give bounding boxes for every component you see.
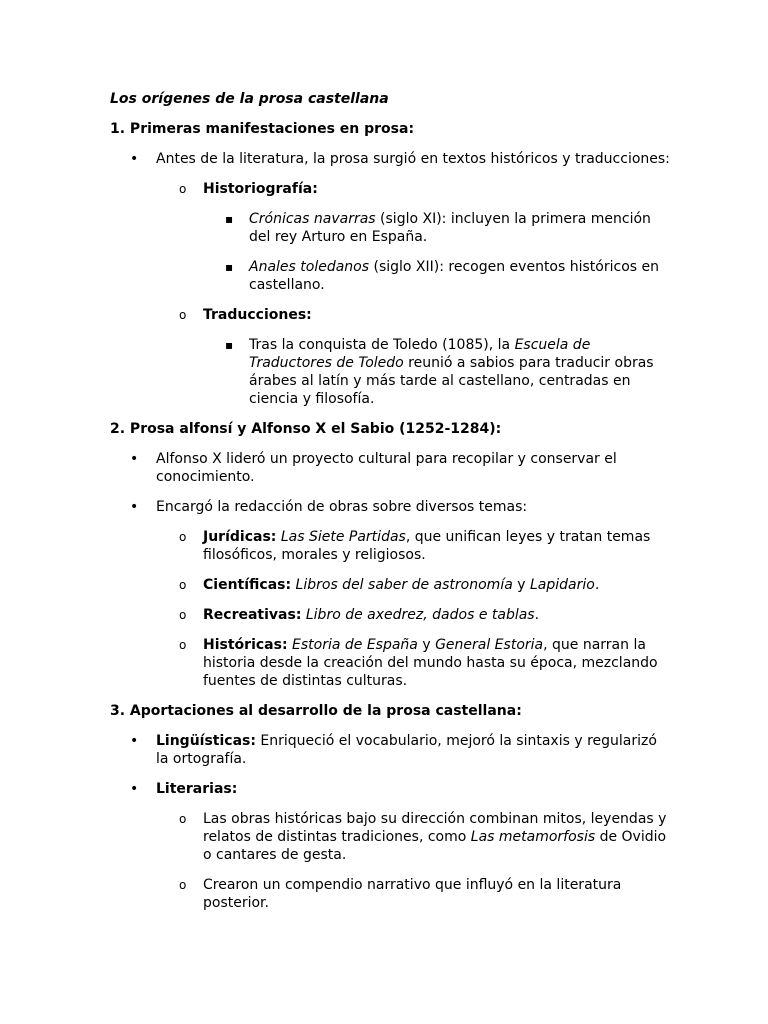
work-title: General Estoria	[435, 637, 544, 653]
list-item	[110, 810, 670, 864]
circle-marker: o	[179, 608, 187, 622]
work-title: Las Siete Partidas	[276, 529, 406, 545]
item-label: Historiografía:	[203, 181, 318, 197]
bullet-marker: •	[130, 781, 139, 797]
work-title: Anales toledanos	[249, 259, 370, 275]
list-item	[110, 780, 670, 798]
item-text: Tras la conquista de Toledo (1085), la	[249, 337, 515, 353]
list-item	[110, 498, 670, 516]
work-title: Libros del saber de astronomía	[291, 577, 513, 593]
work-title: Escuela de Traductores de Toledo	[249, 337, 591, 371]
item-text: Encargó la redacción de obras sobre diversos temas:	[156, 499, 528, 515]
item-label: Literarias:	[156, 781, 238, 797]
circle-marker: o	[179, 578, 187, 592]
work-title: Las metamorfosis	[470, 829, 596, 845]
circle-marker: o	[179, 812, 187, 826]
section-3-heading: 3. Aportaciones al desarrollo de la prosa castellana:	[110, 703, 522, 719]
circle-marker: o	[179, 878, 187, 892]
work-title: Libro de axedrez, dados e tablas	[301, 607, 535, 623]
work-title: Estoria de España	[287, 637, 418, 653]
work-title: Crónicas navarras	[249, 211, 376, 227]
item-label: Científicas:	[203, 577, 292, 593]
item-text: , que unifican leyes y tratan temas filosóficos, morales y religiosos.	[203, 529, 651, 563]
list-item	[110, 636, 670, 690]
item-text: Enriqueció el vocabulario, mejoró la sintaxis y regularizó la ortografía.	[156, 733, 657, 767]
item-text: , que narran la historia desde la creación del mundo hasta su época, mezclando fuentes de distintas culturas.	[203, 637, 658, 689]
section-2-heading: 2. Prosa alfonsí y Alfonso X el Sabio (1252-1284):	[110, 421, 502, 437]
section-1-heading: 1. Primeras manifestaciones en prosa:	[110, 121, 415, 137]
item-text: y	[417, 637, 436, 653]
circle-marker: o	[179, 308, 187, 322]
bullet-marker: •	[130, 733, 139, 749]
list-item	[110, 180, 670, 198]
item-label: Traducciones:	[203, 307, 312, 323]
item-label: Recreativas:	[203, 607, 302, 623]
list-item	[110, 606, 670, 624]
item-text: reunió a sabios para traducir obras árabes al latín y más tarde al castellano, centradas en ciencia y filosofía.	[249, 355, 654, 407]
document-title: Los orígenes de la prosa castellana	[110, 91, 389, 107]
list-item	[110, 336, 670, 408]
list-item	[110, 210, 670, 246]
circle-marker: o	[179, 182, 187, 196]
item-label: Jurídicas:	[203, 529, 277, 545]
bullet-marker: •	[130, 451, 139, 467]
list-item	[110, 528, 670, 564]
list-item	[110, 150, 670, 168]
item-text: .	[534, 607, 540, 623]
item-text: Las obras históricas bajo su dirección combinan mitos, leyendas y relatos de distintas tradiciones, como	[203, 811, 667, 845]
list-item	[110, 306, 670, 324]
list-item	[110, 576, 670, 594]
list-item	[110, 732, 670, 768]
item-text: Antes de la literatura, la prosa surgió en textos históricos y traducciones:	[156, 151, 670, 167]
document-page	[110, 90, 670, 924]
item-text: .	[594, 577, 600, 593]
item-label: Lingüísticas:	[156, 733, 256, 749]
list-item	[110, 450, 670, 486]
item-text: de Ovidio o cantares de gesta.	[203, 829, 667, 863]
circle-marker: o	[179, 530, 187, 544]
bullet-marker: •	[130, 151, 139, 167]
list-item	[110, 876, 670, 912]
item-text: y	[512, 577, 530, 593]
item-text: (siglo XII): recogen eventos históricos en castellano.	[249, 259, 659, 293]
item-text: (siglo XI): incluyen la primera mención del rey Arturo en España.	[249, 211, 651, 245]
circle-marker: o	[179, 638, 187, 652]
item-text: Alfonso X lideró un proyecto cultural para recopilar y conservar el conocimiento.	[156, 451, 617, 485]
item-text: Crearon un compendio narrativo que influyó en la literatura posterior.	[203, 877, 622, 911]
item-label: Históricas:	[203, 637, 288, 653]
list-item	[110, 258, 670, 294]
square-marker: ▪	[225, 338, 234, 352]
square-marker: ▪	[225, 260, 234, 274]
square-marker: ▪	[225, 212, 234, 226]
bullet-marker: •	[130, 499, 139, 515]
work-title: Lapidario	[529, 577, 595, 593]
